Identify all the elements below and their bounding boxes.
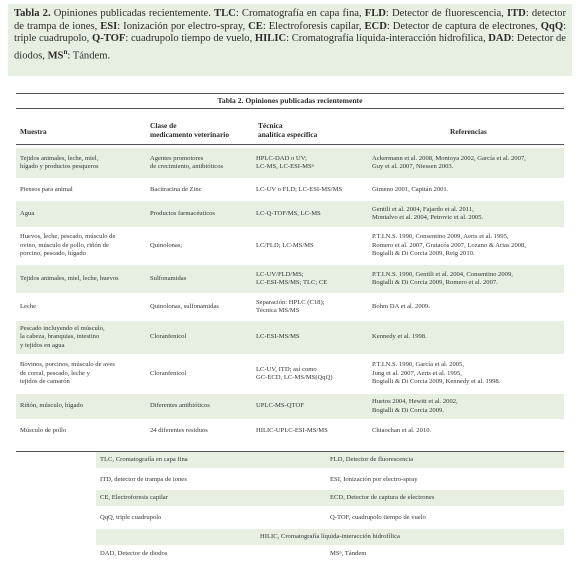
caption-part: MS (47, 50, 64, 62)
cell-muestra: Bovinos, porcinos, músculo de aves de corral, pescado, leche y tejidos de camarón (20, 361, 115, 386)
caption-part: : Detector de captura de electrones, (386, 20, 541, 32)
caption-part: : Cromatografía en capa fina, (235, 8, 365, 19)
abbreviation-right: FLD, Detector de fluorescencia (330, 456, 414, 463)
caption-part: HILIC (254, 33, 287, 45)
header-clase: Clase de medicamento veterinario (150, 121, 230, 139)
abbreviation-left: TLC, Cromatografía en capa fina (100, 456, 188, 463)
caption-part: ECD (364, 20, 387, 32)
cell-muestra: Riñón, músculo, hígado (20, 402, 84, 410)
cell-tecnica: HILIC-UPLC-ESI-MS/MS (256, 426, 328, 434)
caption-part: : Detector de diodos, (14, 33, 566, 62)
cell-muestra: Agua (20, 209, 35, 217)
cell-tecnica: LC-UV/FLD/MS; LC-ESI-MS/MS; TLC; CE (256, 270, 328, 286)
abbreviation-right: ECD, Detector de captura de electrones (330, 494, 435, 501)
cell-referencias: Chiaochan et al. 2010. (372, 426, 432, 434)
caption-part: FLD (364, 8, 386, 19)
cell-referencias: P.T.I.N.S. 1990, García et al. 2005, Jung et al. 2007, Aerts et al. 1995, Bogialli & Di Corcia 2009, Kennedy et al. 1998. (372, 361, 501, 386)
cell-tecnica: LC-Q-TOF/MS, LC-MS (256, 209, 321, 217)
header-muestra: Muestra (20, 127, 47, 136)
caption-part: : Tándem. (67, 50, 111, 62)
caption-part: TLC (214, 8, 236, 19)
caption-part: ITD (506, 8, 526, 19)
cell-tecnica: LC/FLD; LC-MS/MS (256, 241, 314, 249)
cell-clase: Quinolonas, sulfonamidas (150, 302, 219, 310)
caption-part: n (63, 47, 68, 56)
caption-part: : detector de trampa de iones, (14, 8, 566, 32)
cell-clase: Cloranfenicol (150, 333, 187, 341)
title-rule (16, 108, 564, 109)
cell-tecnica: HPLC-DAD o UV; LC-MS, LC-ESI-MSⁿ (256, 154, 314, 170)
cell-clase: Bacitracina de Zinc (150, 185, 202, 193)
caption-part: Q-TOF (92, 33, 126, 45)
cell-referencias: P.T.I.N.S. 1990, Consentino 2009, Aerts et al. 1995, Romero et al. 2007, Gratacós 2007, Lozano & Arias 2008, Bogialli & Di Corcia 2009, Reig 2010. (372, 233, 527, 258)
cell-clase: Sulfonamidas (150, 274, 187, 282)
caption-part: DAD (488, 33, 512, 45)
abbreviation-left: DAD, Detector de diodos (100, 550, 168, 557)
cell-muestra: Huevos, leche, pescado, músculo de ovino, músculo de pollo, riñón de porcino, pescado, hígado (20, 233, 116, 258)
cell-clase: Diferentes antibióticos (150, 402, 210, 410)
cell-tecnica: LC-ESI-MS/MS (256, 333, 300, 341)
cell-clase: Quinolonas; (150, 241, 183, 249)
cell-referencias: Huetos 2004, Hewitt et al. 2002, Bogialli & Di Corcia 2009. (372, 398, 458, 414)
cell-muestra: Tejidos animales, miel, leche, huevos (20, 274, 119, 282)
cell-tecnica: LC-UV, ITD; así como GC-ECD, LC-MS/MS(QqQ) (256, 365, 333, 381)
cell-tecnica: LC-UV o FLD; LC-ESI-MS/MS (256, 185, 343, 193)
cell-muestra: Tejidos animales, leche, miel, hígado y productos pesqueros (20, 154, 99, 170)
cell-referencias: Ackermann et al. 2008, Montoya 2002, García et al. 2007, Guy et al. 2007, Niessen 2003. (372, 154, 526, 170)
cell-referencias: P.T.I.N.S. 1990, Gentili et al. 2004, Consentino 2009, Bogialli & Di Corcia 2009, Romero et al. 2007. (372, 270, 513, 286)
caption-part: : Cromatografía líquida-interacción hidrofílica, (286, 33, 489, 45)
abbreviation-right: MSⁿ, Tándem (330, 550, 367, 557)
caption-part: : Detector de fluorescencia, (385, 8, 507, 19)
cell-clase: 24 diferentes residuos (150, 426, 208, 434)
cell-clase: Productos farmacéuticos (150, 209, 216, 217)
cell-tecnica: Separación: HPLC (C18); Técnica MS/MS (256, 298, 325, 314)
cell-clase: Cloranfenicol (150, 369, 187, 377)
caption-part: Opiniones publicadas recientemente. (50, 8, 215, 19)
cell-referencias: Gimeno 2001, Capitán 2001. (372, 185, 449, 193)
caption-part: QqQ (540, 20, 564, 32)
caption-part: ESI (100, 20, 118, 32)
abbreviation-right: Q-TOF, cuadrupolo tiempo de vuelo (330, 514, 426, 521)
header-tecnica: Técnica analítica específica (258, 121, 318, 139)
cell-referencias: Kennedy et al. 1998. (372, 333, 427, 341)
caption-part: : Ionización por electro-spray, (117, 20, 249, 32)
caption-part: : cuadrupolo tiempo de vuelo, (125, 33, 255, 45)
caption-part: CE (248, 20, 263, 32)
header-rule (16, 144, 564, 145)
caption-label: Tabla 2. (14, 8, 51, 19)
caption-part: : Electroforesis capilar, (262, 20, 365, 32)
cell-muestra: Pescado incluyendo el músculo, la cabeza, branquias, intestino y tejidos en agua (20, 324, 105, 349)
cell-referencias: Bohm DA et al. 2009. (372, 302, 430, 310)
abbreviation-left: QqQ, triple cuadrupolo (100, 514, 162, 521)
cell-muestra: Piensos para animal (20, 185, 73, 193)
cell-tecnica: UPLC-MS-QTOF (256, 402, 304, 410)
header-referencias: Referencias (450, 127, 487, 136)
cell-referencias: Gentili et al. 2004, Fajardo et al. 2011, Montalvo et al. 2004, Petrovic et al. 2005. (372, 205, 484, 221)
abbreviation-right: ESI, Ionización por electro-spray (330, 476, 418, 483)
abbreviation-left: CE, Electroforesis capilar (100, 494, 168, 501)
table-title: Tabla 2. Opiniones publicadas recientemente (217, 96, 363, 105)
abbreviation-center: HILIC, Cromatografía líquida-interacción hidrofílica (260, 533, 400, 540)
top-rule (16, 93, 564, 94)
table-caption (8, 4, 572, 76)
abbreviation-left: ITD, detector de trampa de iones (100, 476, 187, 483)
caption-part: : triple cuadrupolo, (14, 20, 567, 45)
cell-muestra: Músculo de pollo (20, 426, 67, 434)
cell-muestra: Leche (20, 302, 37, 310)
cell-clase: Agentes promotores de crecimiento, antibióticos (150, 154, 224, 170)
